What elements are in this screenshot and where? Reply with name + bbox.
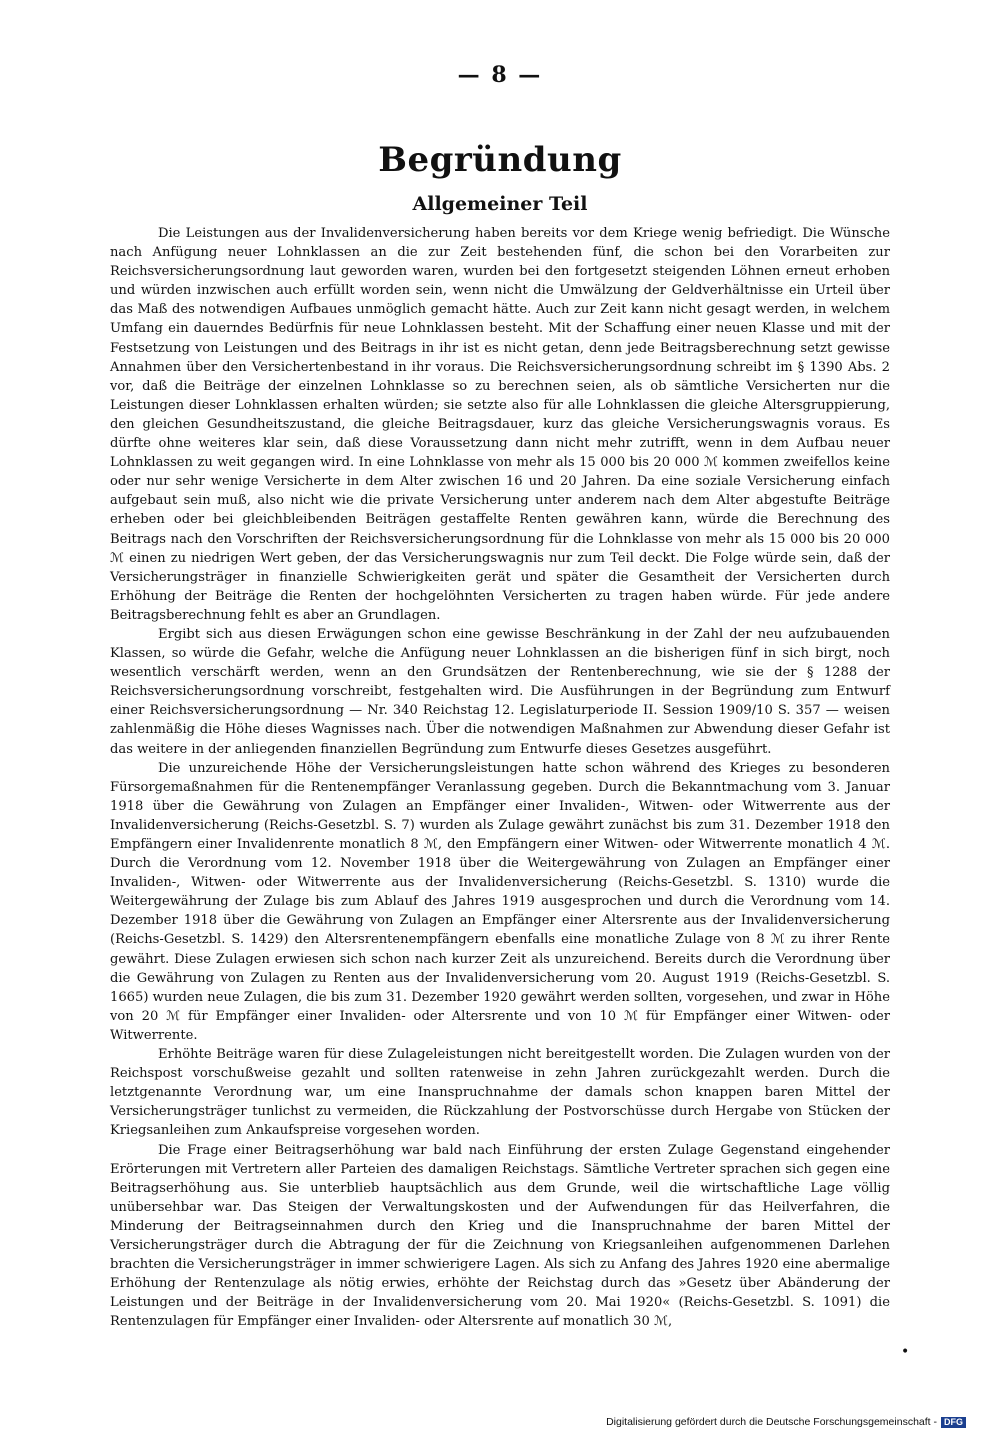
paragraph-2: Ergibt sich aus diesen Erwägungen schon eine gewisse Beschränkung in der Zahl der neu aufzubauenden Klassen, so würde die Gefahr, welche die Anfügung neuer Lohnklassen an die bisherigen fünf in sich birgt, noch wesentlich verschärft werden, wenn an den Grundsätzen der Rentenberechnung, wie sie der § 1288 der Reichsversicherungsordnung vorschreibt, festgehalten wird. Die Ausführungen in der Begründung zum Entwurf einer Reichsversicherungsordnung — Nr. 340 Reichstag 12. Legislaturperiode II. Session 1909/10 S. 357 — weisen zahlenmäßig die Höhe dieses Wagnisses nach. Über die notwendigen Maßnahmen zur Abwendung dieser Gefahr ist das weitere in der anliegenden finanziellen Begründung zum Entwurfe dieses Gesetzes ausgeführt. [110, 626, 890, 757]
digitization-credit [606, 1416, 966, 1428]
paragraph-1: Die Leistungen aus der Invalidenversicherung haben bereits vor dem Kriege wenig befriedigt. Die Wünsche nach Anfügung neuer Lohnklassen an die zur Zeit bestehenden fünf, die schon bei den Vorarbeiten zur Reichsversicherungsordnung laut geworden waren, wurden bei den fortgesetzt steigenden Löhnen erneut erhoben und würden inzwischen auch erfüllt worden sein, wenn nicht die Umwälzung der Geldverhältnisse ein Urteil über das Maß des notwendigen Aufbaues unmöglich gemacht hätte. Auch zur Zeit kann nicht gesagt werden, in welchem Umfang ein dauerndes Bedürfnis für neue Lohnklassen besteht. Mit der Schaffung einer neuen Klasse und mit der Festsetzung von Leistungen und des Beitrags in ihr ist es nicht getan, denn jede Beitragsberechnung setzt gewisse Annahmen über den Versichertenbestand in ihr voraus. Die Reichsversicherungsordnung schreibt im § 1390 Abs. 2 vor, daß die Beiträge der einzelnen Lohnklasse so zu berechnen seien, als ob sämtliche Versicherten nur die Leistungen dieser Lohnklassen erhalten würden; sie setzte also für alle Lohnklassen die gleiche Altersgruppierung, den gleichen Gesundheitszustand, die gleiche Beitragsdauer, kurz das gleiche Versicherungswagnis voraus. Es dürfte ohne weiteres klar sein, daß diese Voraussetzung dann nicht mehr zutrifft, wenn in dem Aufbau neuer Lohnklassen zu weit gegangen wird. In eine Lohnklasse von mehr als 15 000 bis 20 000 ℳ kommen zweifellos keine oder nur sehr wenige Versicherte in dem Alter zwischen 16 und 20 Jahren. Da eine soziale Versicherung einfach aufgebaut sein muß, also nicht wie die private Versicherung unter anderem nach dem Alter abgestufte Beiträge erheben oder bei gleichbleibenden Beiträgen gestaffelte Renten gewähren kann, würde die Berechnung des Beitrags nach den Vorschriften der Reichsversicherungsordnung für die Lohnklasse von mehr als 15 000 bis 20 000 ℳ einen zu niedrigen Wert geben, der das Versicherungswagnis nur zum Teil deckt. Die Folge würde sein, daß der Versicherungsträger in finanzielle Schwierigkeiten gerät und später die Gesamtheit der Versicherten durch Erhöhung der Beiträge die Renten der hochgelöhnten Versicherten zu tragen haben würde. Für jede andere Beitragsberechnung fehlt es aber an Grundlagen. [110, 226, 890, 623]
bullet-dot: • [901, 1344, 910, 1360]
dfg-logo-icon: DFG [941, 1417, 966, 1428]
page-number: — 8 — [457, 62, 543, 88]
paragraph-4: Erhöhte Beiträge waren für diese Zulageleistungen nicht bereitgestellt worden. Die Zulagen wurden von der Reichspost vorschußweise gezahlt und sollten ratenweise in zehn Jahren zurückgezahlt werden. Durch die letztgenannte Verordnung war, um eine Inanspruchnahme der damals schon knappen baren Mittel der Versicherungsträger tunlichst zu vermeiden, die Rückzahlung der Postvorschüsse durch Hergabe von Stücken der Kriegsanleihen zum Ankaufspreise vorgesehen worden. [110, 1047, 890, 1139]
page-title: Begründung [378, 140, 622, 180]
body-text [110, 224, 890, 1331]
paragraph-3: Die unzureichende Höhe der Versicherungsleistungen hatte schon während des Krieges zu besonderen Fürsorgemaßnahmen für die Rentenempfänger Veranlassung gegeben. Durch die Bekanntmachung vom 3. Januar 1918 über die Gewährung von Zulagen an Empfänger einer Invaliden-, Witwen- oder Witwerrente aus der Invalidenversicherung (Reichs-Gesetzbl. S. 7) wurden als Zulage gewährt zunächst bis zum 31. Dezember 1918 den Empfängern einer Invalidenrente monatlich 8 ℳ, den Empfängern einer Witwen- oder Witwerrente monatlich 4 ℳ. Durch die Verordnung vom 12. November 1918 über die Weitergewährung von Zulagen an Empfänger einer Invaliden-, Witwen- oder Witwerrente aus der Invalidenversicherung (Reichs-Gesetzbl. S. 1310) wurde die Weitergewährung der Zulage bis zum Ablauf des Jahres 1919 ausgesprochen und durch die Verordnung vom 14. Dezember 1918 über die Gewährung von Zulagen an Empfänger einer Altersrente aus der Invalidenversicherung (Reichs-Gesetzbl. S. 1429) den Altersrentenempfängern ebenfalls eine monatliche Zulage von 8 ℳ zu ihrer Rente gewährt. Diese Zulagen erwiesen sich schon nach kurzer Zeit als unzureichend. Bereits durch die Verordnung über die Gewährung von Zulagen zu Renten aus der Invalidenversicherung vom 20. August 1919 (Reichs-Gesetzbl. S. 1665) wurden neue Zulagen, die bis zum 31. Dezember 1920 gewährt werden sollten, vorgesehen, und zwar in Höhe von 20 ℳ für Empfänger einer Invaliden- oder Altersrente und von 10 ℳ für Empfänger einer Witwen- oder Witwerrente. [110, 760, 890, 1043]
paragraph-5: Die Frage einer Beitragserhöhung war bald nach Einführung der ersten Zulage Gegenstand eingehender Erörterungen mit Vertretern aller Parteien des damaligen Reichstags. Sämtliche Vertreter sprachen sich gegen eine Beitragserhöhung aus. Sie unterblieb hauptsächlich aus dem Grunde, weil die wirtschaftliche Lage völlig unübersehbar war. Das Steigen der Verwaltungskosten und der Aufwendungen für das Heilverfahren, die Minderung der Beitragseinnahmen durch den Krieg und die Inanspruchnahme der baren Mittel der Versicherungsträger durch die Abtragung der für die Zeichnung von Kriegsanleihen aufgenommenen Darlehen brachten die Versicherungsträger in immer schwierigere Lagen. Als sich zu Anfang des Jahres 1920 eine abermalige Erhöhung der Rentenzulage als nötig erwies, erhöhte der Reichstag durch das »Gesetz über Abänderung der Leistungen und der Beiträge in der Invalidenversicherung vom 20. Mai 1920« (Reichs-Gesetzbl. S. 1091) die Rentenzulagen für Empfänger einer Invaliden- oder Altersrente auf monatlich 30 ℳ, [110, 1142, 890, 1330]
credit-text: Digitalisierung gefördert durch die Deutsche Forschungsgemeinschaft - [606, 1416, 937, 1428]
section-subtitle: Allgemeiner Teil [412, 193, 588, 215]
